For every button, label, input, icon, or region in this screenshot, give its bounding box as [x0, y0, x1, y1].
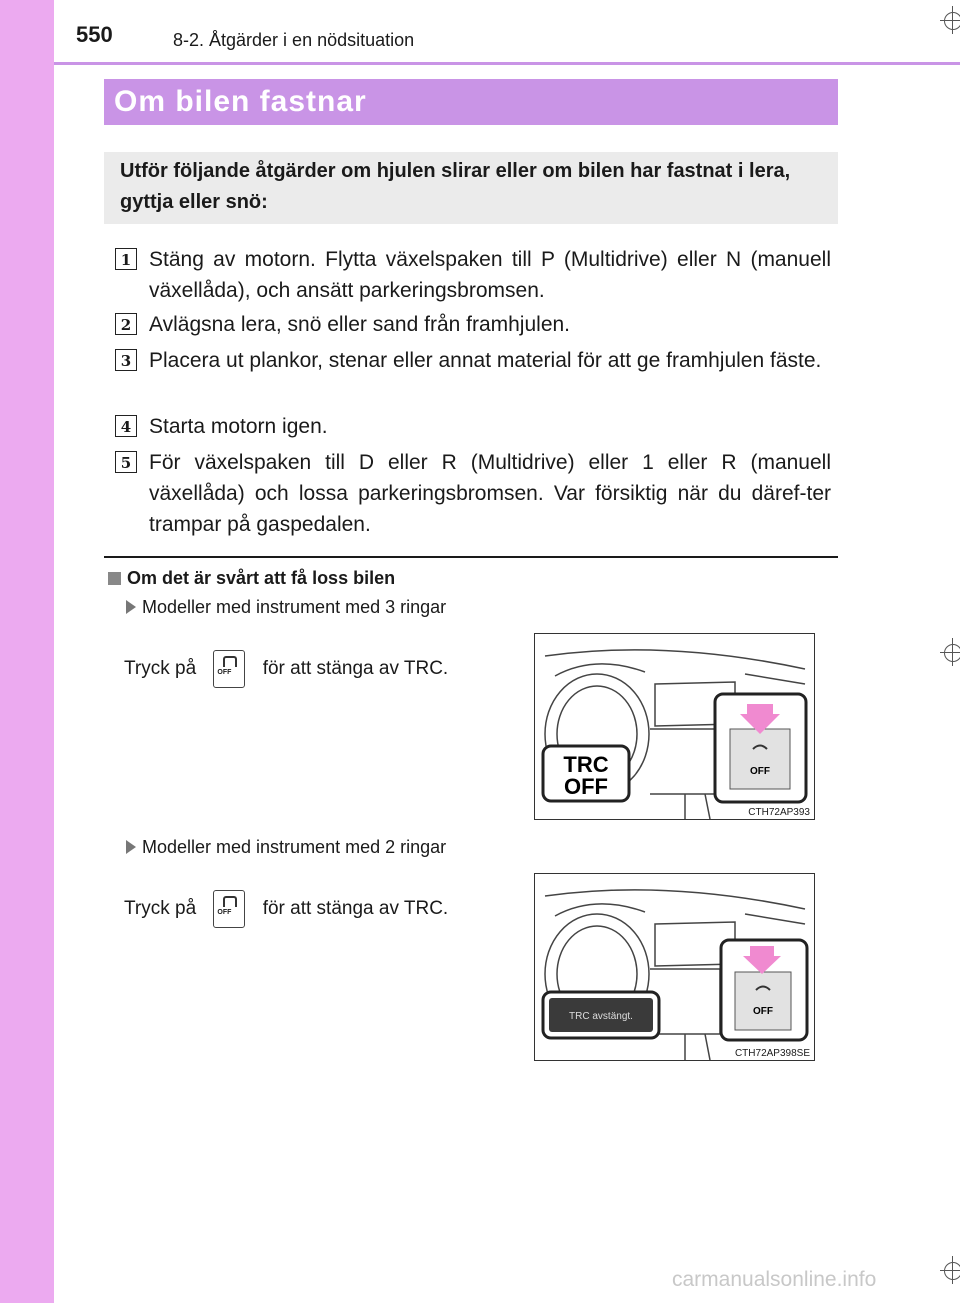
press-instruction-2-rings: Tryck på OFF för att stänga av TRC.	[124, 890, 448, 928]
svg-text:OFF: OFF	[564, 774, 608, 799]
step-text: Placera ut plankor, stenar eller annat material för att ge framhjulen fäste.	[149, 349, 822, 372]
step-number: 4	[115, 415, 137, 437]
triangle-bullet-icon	[126, 840, 136, 854]
step-number: 3	[115, 349, 137, 371]
section-label: 8-2. Åtgärder i en nödsituation	[173, 30, 415, 50]
crop-mark	[940, 20, 941, 21]
svg-text:TRC avstängt.: TRC avstängt.	[569, 1011, 633, 1022]
title-bar	[104, 79, 838, 125]
svg-text:OFF: OFF	[750, 766, 770, 777]
step-number: 5	[115, 451, 137, 473]
model-label-2-rings: Modeller med instrument med 2 ringar	[126, 837, 446, 858]
intro-box	[104, 152, 838, 224]
crop-mark	[940, 1270, 941, 1271]
page-number: 550	[76, 22, 113, 47]
dashboard-illustration-3-rings	[534, 633, 815, 820]
note-heading: Om det är svårt att få loss bilen	[108, 568, 395, 589]
header-rule	[54, 62, 960, 65]
trc-off-button-icon: OFF	[213, 890, 245, 928]
step-text: Starta motorn igen.	[149, 415, 328, 438]
figure-code: CTH72AP398SE	[734, 1048, 810, 1059]
section-divider	[104, 556, 838, 558]
svg-text:OFF: OFF	[753, 1006, 773, 1017]
press-instruction-3-rings: Tryck på OFF för att stänga av TRC.	[124, 650, 448, 688]
dashboard-drawing	[535, 634, 814, 819]
figure-code: CTH72AP393	[748, 807, 810, 818]
dashboard-drawing	[535, 874, 814, 1060]
step-number: 1	[115, 248, 137, 270]
triangle-bullet-icon	[126, 600, 136, 614]
step-number: 2	[115, 313, 137, 335]
footer-watermark: carmanualsonline.info	[672, 1268, 877, 1291]
dashboard-illustration-2-rings	[534, 873, 815, 1061]
side-tab	[0, 0, 54, 1303]
square-bullet-icon	[108, 572, 121, 585]
step-text: Stäng av motorn. Flytta växelspaken till P (Multidrive) eller N (manuell växellåda), och ansätt parkeringsbromsen.	[149, 248, 831, 302]
model-label-3-rings: Modeller med instrument med 3 ringar	[126, 597, 446, 618]
crop-mark	[940, 652, 941, 653]
svg-text:TRC: TRC	[563, 752, 609, 777]
step-text: För växelspaken till D eller R (Multidrive) eller 1 eller R (manuell växellåda) och lossa parkeringsbromsen. Var försiktig när du däref-ter trampar på gaspedalen.	[149, 451, 831, 536]
step-text: Avlägsna lera, snö eller sand från framhjulen.	[149, 313, 571, 336]
trc-off-button-icon: OFF	[213, 650, 245, 688]
intro-text: Utför följande åtgärder om hjulen slirar eller om bilen har fastnat i lera, gyttja eller snö:	[120, 160, 791, 213]
page-title: Om bilen fastnar	[114, 85, 367, 118]
